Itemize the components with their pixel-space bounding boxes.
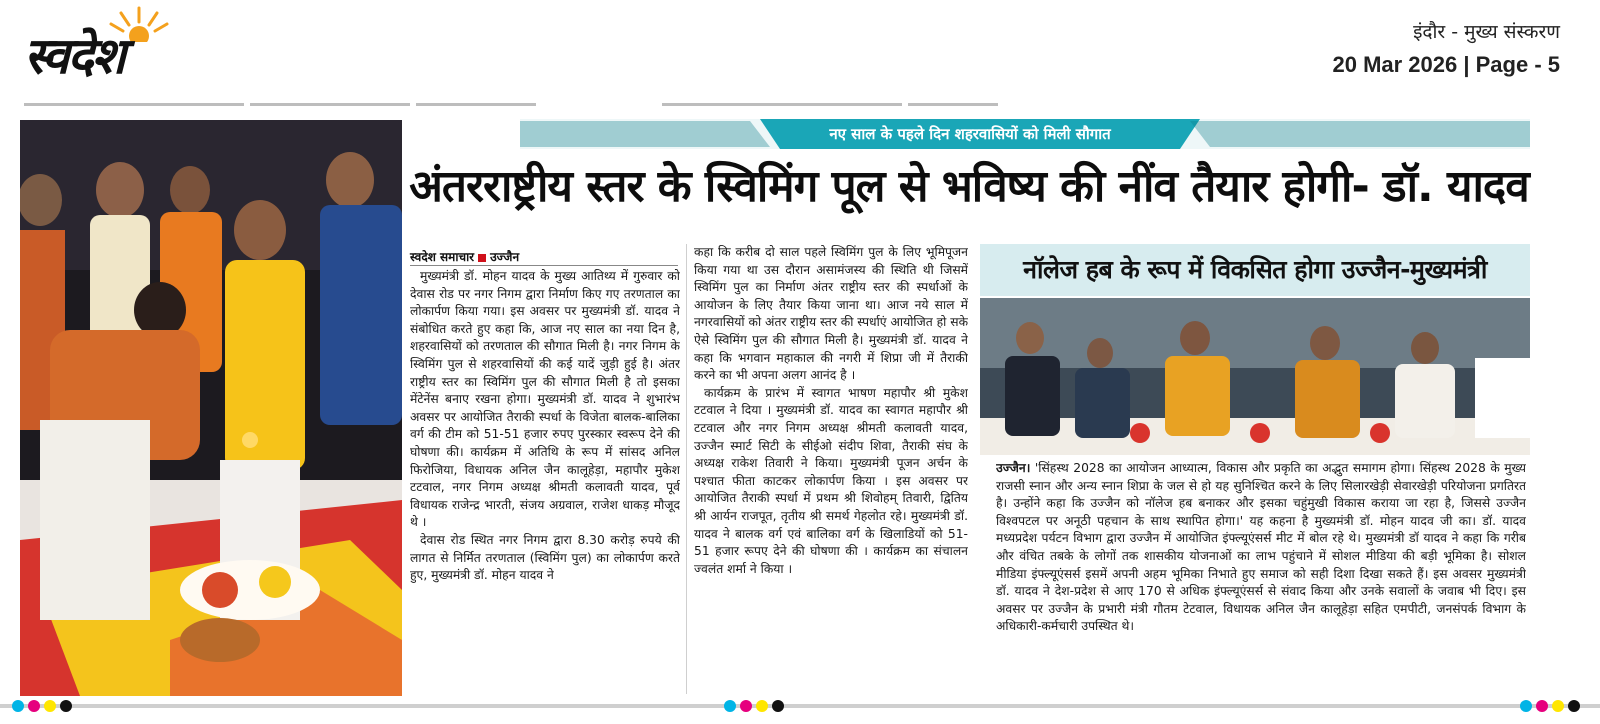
article-column-1 [410, 268, 680, 694]
kicker-text: नए साल के पहले दिन शहरवासियों को मिली सौगात [829, 125, 1111, 143]
column-divider [686, 244, 687, 694]
registration-dot-magenta [28, 700, 40, 712]
registration-dot-black [772, 700, 784, 712]
article-paragraph: देवास रोड स्थित नगर निगम द्वारा 8.30 करोड़ रुपये की लागत से निर्मित तरणताल (स्विमिंग पुल) का लोकार्पण करते हुए, मुख्यमंत्री डॉ. मोहन यादव ने [410, 532, 680, 583]
byline-divider [410, 265, 678, 266]
registration-dot-yellow [756, 700, 768, 712]
registration-dot-magenta [1536, 700, 1548, 712]
registration-dot-yellow [1552, 700, 1564, 712]
byline [410, 248, 680, 266]
main-headline: अंतरराष्ट्रीय स्तर के स्विमिंग पूल से भविष्य की नींव तैयार होगी- डॉ. यादव [409, 161, 1529, 212]
registration-dot-cyan [1520, 700, 1532, 712]
registration-dot-cyan [12, 700, 24, 712]
logo-wordmark: स्वदेश [24, 27, 124, 85]
side-story-paragraph [996, 460, 1526, 636]
edition-label: इंदौर - मुख्य संस्करण [1413, 21, 1560, 43]
byline-source: स्वदेश समाचार [410, 250, 475, 264]
registration-dot-cyan [724, 700, 736, 712]
side-story-body [996, 460, 1526, 690]
registration-dot-black [60, 700, 72, 712]
influencer-meet-photo [980, 298, 1530, 455]
article-paragraph: कहा कि करीब दो साल पहले स्विमिंग पुल के लिए भूमिपूजन किया गया था उस दौरान असामंजस्य की स्थिति थी जिसमें स्विमिंग पुल का निर्माण अंतर राष्ट्रीय स्तर की स्पर्धाओं के आयोजन के लिए तैयार किया जाना था। आज नये साल में नगरवासियों को अंतर राष्ट्रीय स्तर की स्पर्धाएं आयोजित हो सके ऐसे स्विमिंग पुल की सौगात मिली है। मुख्यमंत्री डॉ. यादव ने कहा कि भगवान महाकाल की नगरी में शिप्रा जी में तैराकी करने का भी अपना अलग आनंद है । [694, 245, 968, 383]
registration-dot-black [1568, 700, 1580, 712]
byline-place: उज्जैन [490, 250, 520, 264]
side-story-text: 'सिंहस्थ 2028 का आयोजन आध्यात्म, विकास और प्रकृति का अद्भुत समागम होगा। सिंहस्थ 2028 के मुख्य राजसी स्नान और अन्य स्नान शिप्रा के जल से हो यह सुनिश्चित करने के लिए सिलारखेड़ी सेवारखेड़ी परियोजना प्रगतिरत है। उन्होंने कहा कि उज्जैन को नॉलेज हब बनाकर और इसका चहुंमुखी विकास कराया जा रहा है, जिससे उज्जैन विश्वपटल पर अनूठी पहचान के साथ स्थापित होगा।' यह कहना है मुख्यमंत्री डॉ. मोहन यादव जी का। डॉ. यादव मध्यप्रदेश पर्यटन विभाग द्वारा उज्जैन में आयोजित इंफ्ल्यूएंसर्स मीट में बोल रहे थे। मुख्यमंत्री डॉ यादव ने कहा कि गरीब और वंचित तबके के लोगों तक शासकीय योजनाओं का लाभ पहुंचाने में सोशल मीडिया की बड़ी भूमिका है। सोशल मीडिया इंफ्ल्यूएंसर्स इसमें अपनी अहम भूमिका निभाते हुए समाज को सही दिशा दिखा सकते हैं। इस अवसर मुख्यमंत्री डॉ. यादव ने देश-प्रदेश से आए 170 से अधिक इंफ्ल्यूएंसर्स से संवाद किया और उनके सवालों के जवाब भी दिए। इस अवसर पर उज्जैन के प्रभारी मंत्री गौतम टेटवाल, विधायक अनिल जैन कालूहेड़ा सहित एमपीटी, जनसंपर्क विभाग के अधिकारी-कर्मचारी उपस्थित थे। [996, 461, 1526, 634]
red-square-icon [478, 254, 486, 262]
inauguration-photo [20, 120, 402, 696]
article-paragraph: कार्यक्रम के प्रारंभ में स्वागत भाषण महापौर श्री मुकेश टटवाल ने दिया । मुख्यमंत्री डॉ. यादव का स्वागत महापौर श्री टटवाल और नगर निगम अध्यक्ष श्रीमती कलावती यादव, उज्जैन स्मार्ट सिटी के सीईओ संदीप शिवा, तैराकी संघ के अध्यक्ष राकेश तिवारी ने किया। मुख्यमंत्री पूजन अर्चन के पश्चात फीता काटकर लोकार्पण किया । इस अवसर पर आयोजित तैराकी स्पर्धा में प्रथम श्री शिवोहम् तिवारी, द्वितिय श्री आर्यन राजपूत, तृतीय श्री समर्थ गेहलोत रहे। मुख्यमंत्री डॉ. यादव ने बालक वर्ग एवं बालिका वर्ग के खिलाडियों को 51-51 हजार रूपए देने की घोषणा की । कार्यक्रम का संचालन ज्वलंत शर्मा ने किया । [694, 385, 968, 576]
page-dateline: 20 Mar 2026 | Page - 5 [1332, 52, 1560, 77]
masthead-logo [22, 10, 247, 96]
side-story-headline: नॉलेज हब के रूप में विकसित होगा उज्जैन-मुख्यमंत्री [1023, 255, 1487, 284]
registration-strip [0, 704, 1600, 708]
registration-dot-magenta [740, 700, 752, 712]
registration-dot-yellow [44, 700, 56, 712]
top-divider-strip [24, 94, 1534, 104]
article-column-2 [694, 244, 968, 694]
side-story-dateline: उज्जैन। [996, 461, 1031, 475]
article-paragraph: मुख्यमंत्री डॉ. मोहन यादव के मुख्य आतिथ्य में गुरुवार को देवास रोड पर नगर निगम द्वारा निर्माण किए गए तरणताल का लोकार्पण किया गया। इस अवसर पर मुख्यमंत्री डॉ. यादव ने संबोधित करते हुए कहा कि, आज नए साल का नया दिन है, शहरवासियों को तरणताल की सौगात मिली है। नगर निगम के स्विमिंग पुल से शहरवासियों की कई यादें जुड़ी हुई है। अंतर राष्ट्रीय स्तर का स्विमिंग पुल की सौगात मिली है तो इसका मेंटेनेंस बनाए रखना होगा। मुख्यमंत्री डॉ. यादव ने शुभारंभ अवसर पर आयोजित तैराकी स्पर्धा के विजेता बालक-बालिका वर्ग की टीम को 51-51 हजार रुपए पुरस्कार स्वरूप देने की घोषणा की। कार्यक्रम में अतिथि के रूप में सांसद अनिल फिरोजिया, विधायक अनिल जैन कालूहेड़ा, महापौर मुकेश टटवाल, नगर निगम अध्यक्ष श्रीमती कलावती यादव, पूर्व विधायक राजेन्द्र भारती, संजय अग्रवाल, राजेश धाकड़ मौजूद थे । [410, 269, 680, 530]
